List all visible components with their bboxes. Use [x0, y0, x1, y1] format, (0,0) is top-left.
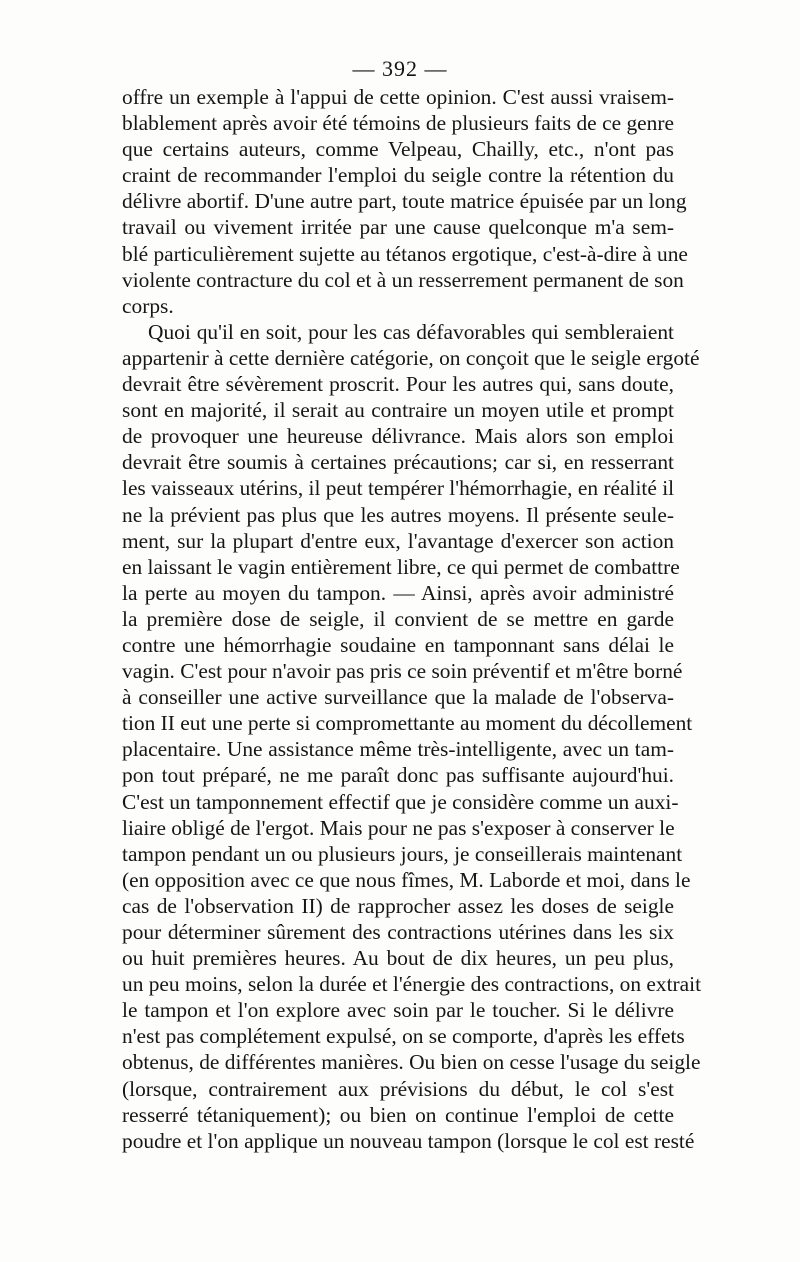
text-line: pour déterminer sûrement des contractions utérines dans les six [122, 920, 674, 944]
text-line: C'est un tamponnement effectif que je considère comme un auxi- [122, 789, 679, 814]
text-line: appartenir à cette dernière catégorie, on conçoit que le seigle ergoté [122, 345, 700, 370]
text-line: vagin. C'est pour n'avoir pas pris ce soin préventif et m'être borné [122, 659, 683, 684]
text-line: ou huit premières heures. Au bout de dix heures, un peu plus, [122, 946, 674, 971]
text-line: délivre abortif. D'une autre part, toute matrice épuisée par un long [122, 189, 687, 214]
text-line: blé particulièrement sujette au tétanos ergotique, c'est-à-dire à une [122, 241, 688, 266]
text-line: tampon pendant un ou plusieurs jours, je conseillerais maintenant [122, 841, 683, 866]
text-line: (lorsque, contrairement aux prévisions du début, le col s'est [122, 1076, 674, 1101]
text-line: cas de l'observation II) de rapprocher assez les doses de seigle [122, 893, 674, 918]
text-line: travail ou vivement irritée par une cause quelconque m'a sem- [122, 215, 674, 240]
text-line: de provoquer une heureuse délivrance. Mais alors son emploi [122, 424, 674, 449]
text-line: violente contracture du col et à un resserrement permanent de son [122, 267, 684, 292]
text-line: ment, sur la plupart d'entre eux, l'avantage d'exercer son action [122, 528, 674, 553]
text-line: la première dose de seigle, il convient de se mettre en garde [122, 606, 674, 631]
text-line: blablement après avoir été témoins de plusieurs faits de ce genre [122, 111, 674, 136]
text-line: liaire obligé de l'ergot. Mais pour ne pas s'exposer à conserver le [122, 815, 675, 840]
text-line: resserré tétaniquement); ou bien on continue l'emploi de cette [122, 1102, 674, 1127]
text-line: contre une hémorrhagie soudaine en tamponnant sans délai le [122, 632, 674, 657]
text-line: un peu moins, selon la durée et l'énergie des contractions, on extrait [122, 972, 702, 997]
text-line: la perte au moyen du tampon. — Ainsi, après avoir administré [122, 580, 674, 605]
text-line: poudre et l'on applique un nouveau tampon (lorsque le col est resté [122, 1128, 695, 1153]
text-line: corps. [122, 293, 174, 318]
text-line: devrait être soumis à certaines précautions; car si, en resserrant [122, 450, 674, 475]
body-text [122, 84, 702, 1154]
text-line: le tampon et l'on explore avec soin par le toucher. Si le délivre [122, 998, 674, 1023]
text-line: offre un exemple à l'appui de cette opinion. C'est aussi vraisem- [122, 85, 674, 109]
text-line: sont en majorité, il serait au contraire un moyen utile et prompt [122, 398, 674, 423]
text-line: Quoi qu'il en soit, pour les cas défavorables qui sembleraient [148, 319, 674, 344]
text-line: devrait être sévèrement proscrit. Pour les autres qui, sans doute, [122, 372, 674, 397]
text-line: en laissant le vagin entièrement libre, ce qui permet de combattre [122, 554, 680, 579]
text-line: ne la prévient pas plus que les autres moyens. Il présente seule- [122, 502, 674, 527]
text-line: (en opposition avec ce que nous fîmes, M. Laborde et moi, dans le [122, 867, 691, 892]
text-line: que certains auteurs, comme Velpeau, Chailly, etc., n'ont pas [122, 137, 674, 162]
text-line: à conseiller une active surveillance que la malade de l'observa- [122, 685, 674, 710]
text-line: pon tout préparé, ne me paraît donc pas suffisante aujourd'hui. [122, 763, 674, 788]
text-line: obtenus, de différentes manières. Ou bien on cesse l'usage du seigle [122, 1050, 701, 1075]
text-line: tion II eut une perte si compromettante au moment du décollement [122, 711, 693, 736]
text-line: les vaisseaux utérins, il peut tempérer l'hémorrhagie, en réalité il [122, 476, 675, 501]
text-line: n'est pas complétement expulsé, on se comporte, d'après les effets [122, 1024, 685, 1049]
text-line: craint de recommander l'emploi du seigle contre la rétention du [122, 163, 674, 188]
text-line: placentaire. Une assistance même très-intelligente, avec un tam- [122, 737, 674, 762]
page-number: — 392 — [352, 56, 448, 81]
